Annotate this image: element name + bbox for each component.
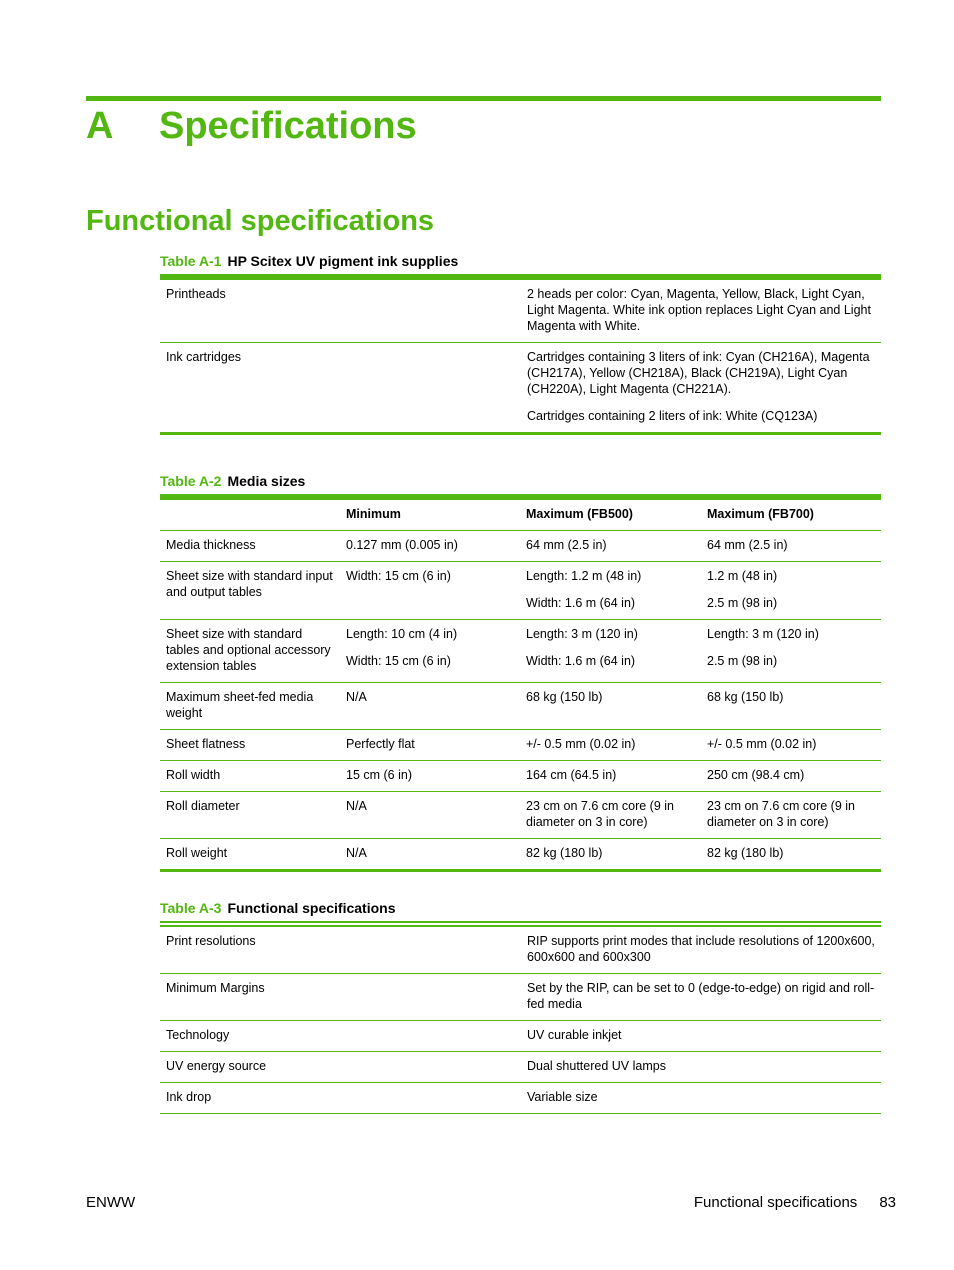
row-value — [521, 343, 881, 434]
table-row — [160, 343, 881, 434]
table-row — [160, 1021, 881, 1052]
cell-fb700: 82 kg (180 lb) — [707, 846, 784, 860]
chapter-title-text: Specifications — [159, 105, 417, 147]
cell-line: 2.5 m (98 in) — [707, 596, 778, 610]
table-title: HP Scitex UV pigment ink supplies — [227, 253, 459, 269]
table-row — [160, 620, 881, 683]
table-row — [160, 531, 881, 562]
cell-line: Width: 15 cm (6 in) — [346, 654, 451, 668]
functional-specs-table — [160, 921, 881, 1114]
cell-fb500 — [520, 562, 701, 620]
table-row — [160, 974, 881, 1021]
row-value: Variable size — [527, 1090, 598, 1104]
cell-fb500: 164 cm (64.5 in) — [526, 768, 617, 782]
table-header-row — [160, 497, 881, 531]
cell-fb500 — [520, 620, 701, 683]
column-header: Maximum (FB500) — [526, 507, 633, 521]
chapter-letter: A — [86, 105, 114, 147]
table-row — [160, 1052, 881, 1083]
column-header: Minimum — [346, 507, 401, 521]
cell-label: Maximum sheet-fed media weight — [166, 690, 314, 720]
table-number: Table A-3 — [160, 900, 222, 916]
cell-label: Sheet flatness — [166, 737, 246, 751]
cell-line: Length: 3 m (120 in) — [526, 627, 638, 641]
row-label: Ink cartridges — [166, 350, 242, 364]
footer-right — [694, 1193, 896, 1213]
row-value-line: Cartridges containing 2 liters of ink: White (CQ123A) — [527, 409, 818, 423]
column-header: Maximum (FB700) — [707, 507, 814, 521]
footer-section: Functional specifications — [693, 1194, 858, 1211]
table-row — [160, 730, 881, 761]
row-label: Minimum Margins — [166, 981, 265, 995]
table-number: Table A-1 — [160, 253, 222, 269]
row-label: Printheads — [166, 287, 226, 301]
cell-label: Roll diameter — [166, 799, 240, 813]
cell-fb500: 68 kg (150 lb) — [526, 690, 603, 704]
cell-min: 15 cm (6 in) — [346, 768, 412, 782]
media-sizes-table — [160, 494, 881, 872]
cell-fb700: 23 cm on 7.6 cm core (9 in diameter on 3 in core) — [707, 799, 855, 829]
table-caption-a1 — [160, 252, 458, 270]
cell-line: Length: 10 cm (4 in) — [346, 627, 458, 641]
footer-left: ENWW — [86, 1194, 136, 1211]
cell-line: Width: 1.6 m (64 in) — [526, 654, 636, 668]
row-label: Print resolutions — [166, 934, 256, 948]
section-title: Functional specifications — [86, 205, 435, 237]
table-row — [160, 1083, 881, 1114]
cell-fb700: +/- 0.5 mm (0.02 in) — [707, 737, 817, 751]
table-caption-a3 — [160, 899, 396, 917]
cell-min — [340, 620, 520, 683]
cell-fb700 — [701, 562, 881, 620]
chapter-title — [86, 100, 417, 152]
cell-label: Roll weight — [166, 846, 228, 860]
table-row — [160, 761, 881, 792]
table-row — [160, 562, 881, 620]
row-value: Dual shuttered UV lamps — [527, 1059, 666, 1073]
table-title: Functional specifications — [227, 900, 396, 916]
cell-min: N/A — [346, 846, 367, 860]
cell-fb500: 64 mm (2.5 in) — [526, 538, 607, 552]
cell-fb700 — [701, 620, 881, 683]
table-row — [160, 924, 881, 974]
cell-fb500: +/- 0.5 mm (0.02 in) — [526, 737, 636, 751]
cell-min: N/A — [346, 690, 367, 704]
cell-line: Width: 1.6 m (64 in) — [526, 596, 636, 610]
cell-line: 2.5 m (98 in) — [707, 654, 778, 668]
row-value: UV curable inkjet — [527, 1028, 622, 1042]
table-title: Media sizes — [227, 473, 306, 489]
cell-min: Perfectly flat — [346, 737, 415, 751]
cell-min: Width: 15 cm (6 in) — [346, 569, 451, 583]
table-caption-a2 — [160, 472, 305, 490]
table-row — [160, 277, 881, 343]
cell-line: Length: 1.2 m (48 in) — [526, 569, 642, 583]
cell-label: Sheet size with standard input and output tables — [166, 569, 333, 599]
cell-label: Roll width — [166, 768, 221, 782]
row-label: Ink drop — [166, 1090, 212, 1104]
cell-fb700: 68 kg (150 lb) — [707, 690, 784, 704]
table-row — [160, 792, 881, 839]
row-value-line: Cartridges containing 3 liters of ink: Cyan (CH216A), Magenta (CH217A), Yellow (CH218A), Black (CH219A), Light Cyan (CH220A), Light Magenta (CH221A). — [527, 350, 870, 396]
cell-fb500: 82 kg (180 lb) — [526, 846, 603, 860]
row-value: Set by the RIP, can be set to 0 (edge-to-edge) on rigid and roll-fed media — [527, 981, 875, 1011]
cell-fb700: 64 mm (2.5 in) — [707, 538, 788, 552]
cell-label: Media thickness — [166, 538, 256, 552]
row-label: Technology — [166, 1028, 230, 1042]
row-value: 2 heads per color: Cyan, Magenta, Yellow, Black, Light Cyan, Light Magenta. White ink option replaces Light Cyan and Light Magenta with White. — [527, 287, 871, 333]
table-row — [160, 839, 881, 871]
cell-min: N/A — [346, 799, 367, 813]
column-header — [160, 497, 340, 531]
cell-label: Sheet size with standard tables and optional accessory extension tables — [166, 627, 331, 673]
page-number: 83 — [879, 1194, 896, 1211]
ink-supplies-table — [160, 274, 881, 435]
cell-line: Length: 3 m (120 in) — [707, 627, 819, 641]
cell-fb500: 23 cm on 7.6 cm core (9 in diameter on 3 in core) — [526, 799, 674, 829]
cell-min: 0.127 mm (0.005 in) — [346, 538, 458, 552]
row-value: RIP supports print modes that include resolutions of 1200x600, 600x600 and 600x300 — [527, 934, 875, 964]
row-label: UV energy source — [166, 1059, 267, 1073]
cell-fb700: 250 cm (98.4 cm) — [707, 768, 805, 782]
table-number: Table A-2 — [160, 473, 222, 489]
cell-line: 1.2 m (48 in) — [707, 569, 778, 583]
table-row — [160, 683, 881, 730]
